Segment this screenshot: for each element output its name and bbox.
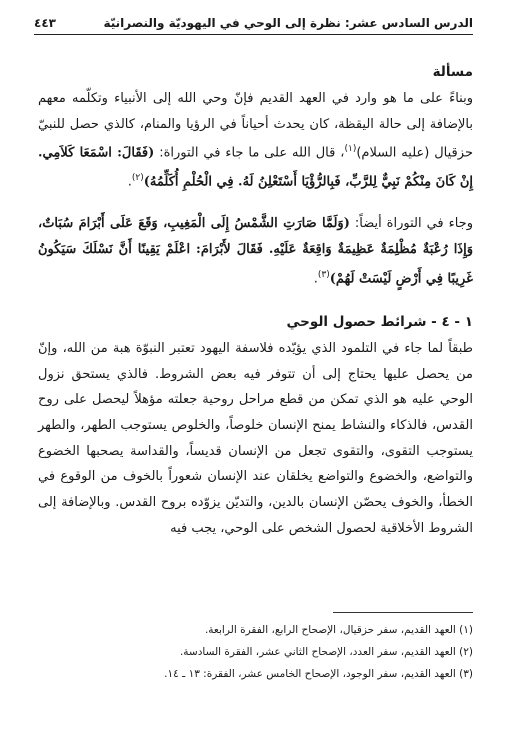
footnote-divider [333,612,473,613]
scripture-quote-1: (فَقَالَ: اسْمَعَا كَلاَمِي. إِنْ كَانَ مِنْكُمْ نَبِيٌّ لِلرَّبِّ، فَبِالرُّؤْيَا أَسْتَعْلِنُ لَهُ. فِي الْحُلْمِ أُكَلِّمُهُ) [38,145,473,190]
header-title: الدرس السادس عشر: نظرة إلى الوحي في اليهوديّة والنصرانيّة [103,16,473,30]
footnote-ref-2: (٢) [131,173,144,184]
footnote-2: (٢) العهد القديم، سفر العدد، الإصحاح الثاني عشر، الفقرة السادسة. [179,646,473,658]
paragraph-text-cont: ، قال الله على ما جاء في التوراة: [159,145,345,161]
footnote-1: (١) العهد القديم، سفر حزقيال، الإصحاح الرابع، الفقرة الرابعة. [204,624,473,636]
main-text [38,58,473,542]
paragraph-text: وبناءً على ما هو وارد في العهد القديم فإنّ وحي الله إلى الأنبياء وتكلّمه معهم بالإضافة إلى حالة اليقظة، كان يحدث أحياناً في الرؤيا والمنام، كالذي حصل للنبيّ حزقيال (عليه السلام) [38,91,473,161]
paragraph-torah-abram: وجاء في التوراة أيضاً: (وَلَمَّا صَارَتِ الشَّمْسُ إِلَى الْمَغِيبِ، وَقَعَ عَلَى أَبْرَامَ سُبَاتٌ، وَإِذَا رُعْبَةٌ مُظْلِمَةٌ عَظِيمَةٌ وَاقِعَةٌ عَلَيْهِ. فَقَالَ لأَبْرَامَ: اعْلَمْ يَقِينًا أَنَّ نَسْلَكَ سَيَكُونُ غَرِيبًا فِي أَرْضٍ لَيْسَتْ لَهُمْ)$^{(٣)}$. [38,216,473,287]
scripture-quote-2: (وَلَمَّا صَارَتِ الشَّمْسُ إِلَى الْمَغِيبِ، وَقَعَ عَلَى أَبْرَامَ سُبَاتٌ، وَإِذَا رُعْبَةٌ مُظْلِمَةٌ عَظِيمَةٌ وَاقِعَةٌ عَلَيْهِ. فَقَالَ لأَبْرَامَ: اعْلَمْ يَقِينًا أَنَّ نَسْلَكَ سَيَكُونُ غَرِيبًا فِي أَرْضٍ لَيْسَتْ لَهُمْ) [38,216,473,287]
section-heading-conditions: ١ - ٤ - شرائط حصول الوحي [286,313,473,330]
footnotes [38,612,473,685]
paragraph-text: وجاء في التوراة أيضاً: [349,216,473,232]
footnote-ref-1: (١) [344,144,357,155]
footnote-ref-3: (٣) [317,269,330,280]
paragraph-conditions: طبقاً لما جاء في التلمود الذي يؤيّده فلاسفة اليهود تعتبر النبوّة هبة من الله، وإنّ من يحصل عليها يحتاج إلى أن تتوفر فيه بعض الشروط. فالذي يستحق نزول الوحي عليه هو الذي تمكن من قطع مراحل روحية جعلته مؤهلاً ليحصل على روح القدس، فالذكاء والنشاط يمنح الإنسان خلوصاً، والخلوص يستوجب الطهر، والطهر يستوجب التقوى، والتقوى تجعل من الإنسان قديساً، والقداسة يصحبها الخضوع والتواضع، والخضوع والتواضع يخلقان عند الإنسان شعوراً بالخوف من الوقوع في الخطأ، والخوف يحصّن الإنسان بالدين، والتديّن يزوّده بروح القدس. وبالإضافة إلى الشروط الأخلاقية لحصول الشخص على الوحي، يجب فيه [38,340,473,536]
page-number: ٤٤٣ [34,16,56,30]
section-heading-mas-ala: مسألة [432,64,473,80]
paragraph-revelation-dreams: وبناءً على ما هو وارد في العهد القديم فإنّ وحي الله إلى الأنبياء وتكلّمه معهم بالإضافة إلى حالة اليقظة، كان يحدث أحياناً في الرؤيا والمنام، كالذي حصل للنبيّ حزقيال (عليه السلام)$^{(١)}$، قال الله على ما جاء في التوراة: (فَقَالَ: اسْمَعَا كَلاَمِي. إِنْ كَانَ مِنْكُمْ نَبِيٌّ لِلرَّبِّ، فَبِالرُّؤْيَا أَسْتَعْلِنُ لَهُ. فِي الْحُلْمِ أُكَلِّمُهُ)$^{(٢)}$. [38,91,473,190]
running-header [34,14,473,35]
footnote-3: (٣) العهد القديم، سفر الوجود، الإصحاح الخامس عشر، الفقرة: ١٣ ـ ١٤. [164,668,473,680]
